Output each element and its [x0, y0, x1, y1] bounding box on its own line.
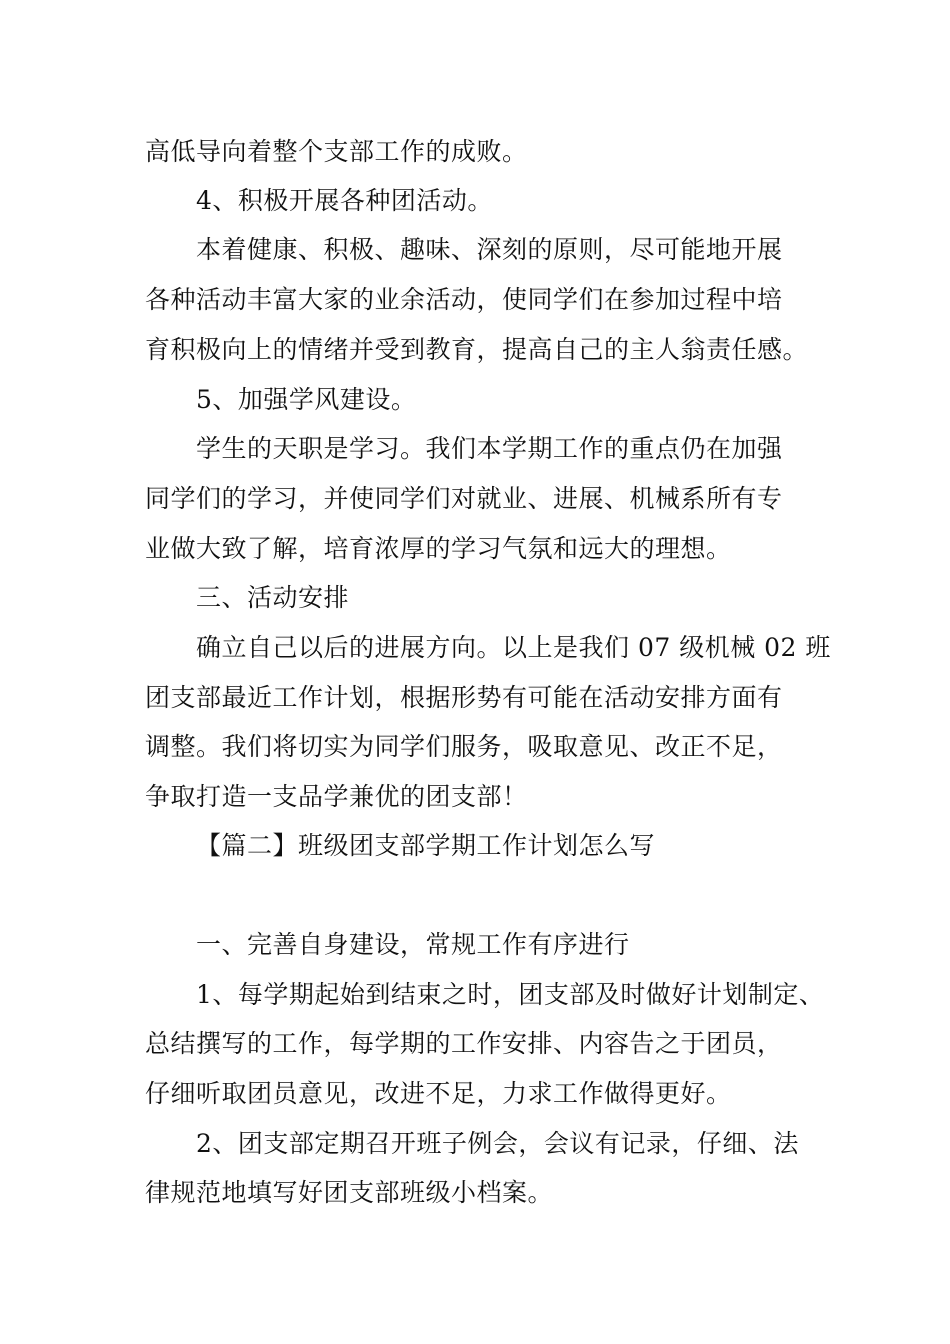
text-line: 总结撰写的工作，每学期的工作安排、内容告之于团员， — [145, 1029, 783, 1058]
text-line: 各种活动丰富大家的业余活动，使同学们在参加过程中培 — [145, 285, 783, 314]
text-line: 本着健康、积极、趣味、深刻的原则，尽可能地开展 — [196, 235, 783, 264]
text-line: 2、团支部定期召开班子例会，会议有记录，仔细、法 — [196, 1129, 799, 1158]
text-line: 育积极向上的情绪并受到教育，提高自己的主人翁责任感。 — [145, 335, 809, 364]
text-line: 确立自己以后的进展方向。以上是我们 07 级机械 02 班 — [196, 633, 831, 662]
text-line: 业做大致了解，培育浓厚的学习气氛和远大的理想。 — [145, 534, 732, 563]
section-heading: 三、活动安排 — [196, 583, 350, 612]
text-line: 团支部最近工作计划，根据形势有可能在活动安排方面有 — [145, 683, 783, 712]
section-heading: 一、完善自身建设，常规工作有序进行 — [196, 930, 630, 959]
text-line: 律规范地填写好团支部班级小档案。 — [145, 1178, 554, 1207]
text-line: 调整。我们将切实为同学们服务，吸取意见、改正不足， — [145, 732, 783, 761]
article-heading: 【篇二】班级团支部学期工作计划怎么写 — [196, 831, 656, 860]
section-heading: 5、加强学风建设。 — [196, 385, 417, 414]
text-line: 仔细听取团员意见，改进不足，力求工作做得更好。 — [145, 1079, 732, 1108]
text-line: 争取打造一支品学兼优的团支部！ — [145, 782, 528, 811]
text-line: 学生的天职是学习。我们本学期工作的重点仍在加强 — [196, 434, 783, 463]
text-line: 1、每学期起始到结束之时，团支部及时做好计划制定、 — [196, 980, 825, 1009]
section-heading: 4、积极开展各种团活动。 — [196, 186, 493, 215]
text-line: 同学们的学习，并使同学们对就业、进展、机械系所有专 — [145, 484, 783, 513]
text-line: 高低导向着整个支部工作的成败。 — [145, 137, 528, 166]
